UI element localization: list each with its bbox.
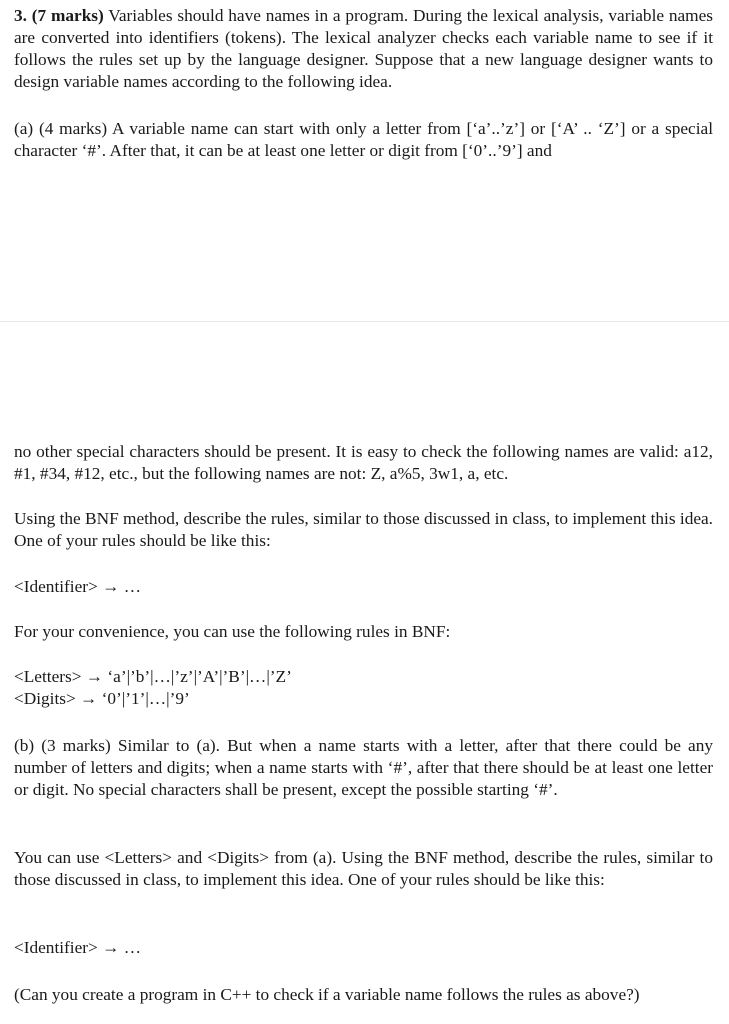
letters-rule: <Letters> → ‘a’|’b’|…|’z’|’A’|’B’|…|’Z’ xyxy=(14,667,292,686)
part-b-identifier-rule: <Identifier> → … xyxy=(14,938,141,957)
question-intro-paragraph xyxy=(14,5,713,93)
part-b-bnf-instruction: You can use <Letters> and <Digits> from (a). Using the BNF method, describe the rules, similar to those discussed in class, to implement this idea. One of your rules should be like this: xyxy=(14,848,713,889)
question-number: 3. xyxy=(14,6,27,25)
part-a-bnf-instruction: Using the BNF method, describe the rules, similar to those discussed in class, to implement this idea. One of your rules should be like this: xyxy=(14,509,713,550)
closing-question: (Can you create a program in C++ to check if a variable name follows the rules as above?) xyxy=(14,985,640,1004)
question-intro-text: Variables should have names in a program. During the lexical analysis, variable names are converted into identifiers (tokens). The lexical analyzer checks each variable name to see if it follows the rules set up by the language designer. Suppose that a new language designer wants to design variable names according to the following idea. xyxy=(14,6,713,91)
question-marks: (7 marks) xyxy=(31,6,104,25)
part-a-convenience-text: For your convenience, you can use the following rules in BNF: xyxy=(14,622,451,641)
bnf-rules-block xyxy=(14,666,713,710)
part-a-identifier-rule: <Identifier> → … xyxy=(14,577,141,596)
digits-rule: <Digits> → ‘0’|’1’|…|’9’ xyxy=(14,689,190,708)
page-break-divider xyxy=(0,321,729,322)
part-a-paragraph-continued: no other special characters should be present. It is easy to check the following names are valid: a12, #1, #34, #12, etc., but the following names are not: Z, a%5, 3w1, a, etc. xyxy=(14,442,713,483)
part-b-paragraph: (b) (3 marks) Similar to (a). But when a name starts with a letter, after that there could be any number of letters and digits; when a name starts with ‘#’, after that there should be at least one letter or digit. No special characters shall be present, except the possible starting ‘#’. xyxy=(14,736,713,799)
part-a-paragraph-start: (a) (4 marks) A variable name can start with only a letter from [‘a’..’z’] or [‘A’ .. ‘Z’] or a special character ‘#’. After that, it can be at least one letter or digit from [‘0’..’9’] and xyxy=(14,119,713,160)
